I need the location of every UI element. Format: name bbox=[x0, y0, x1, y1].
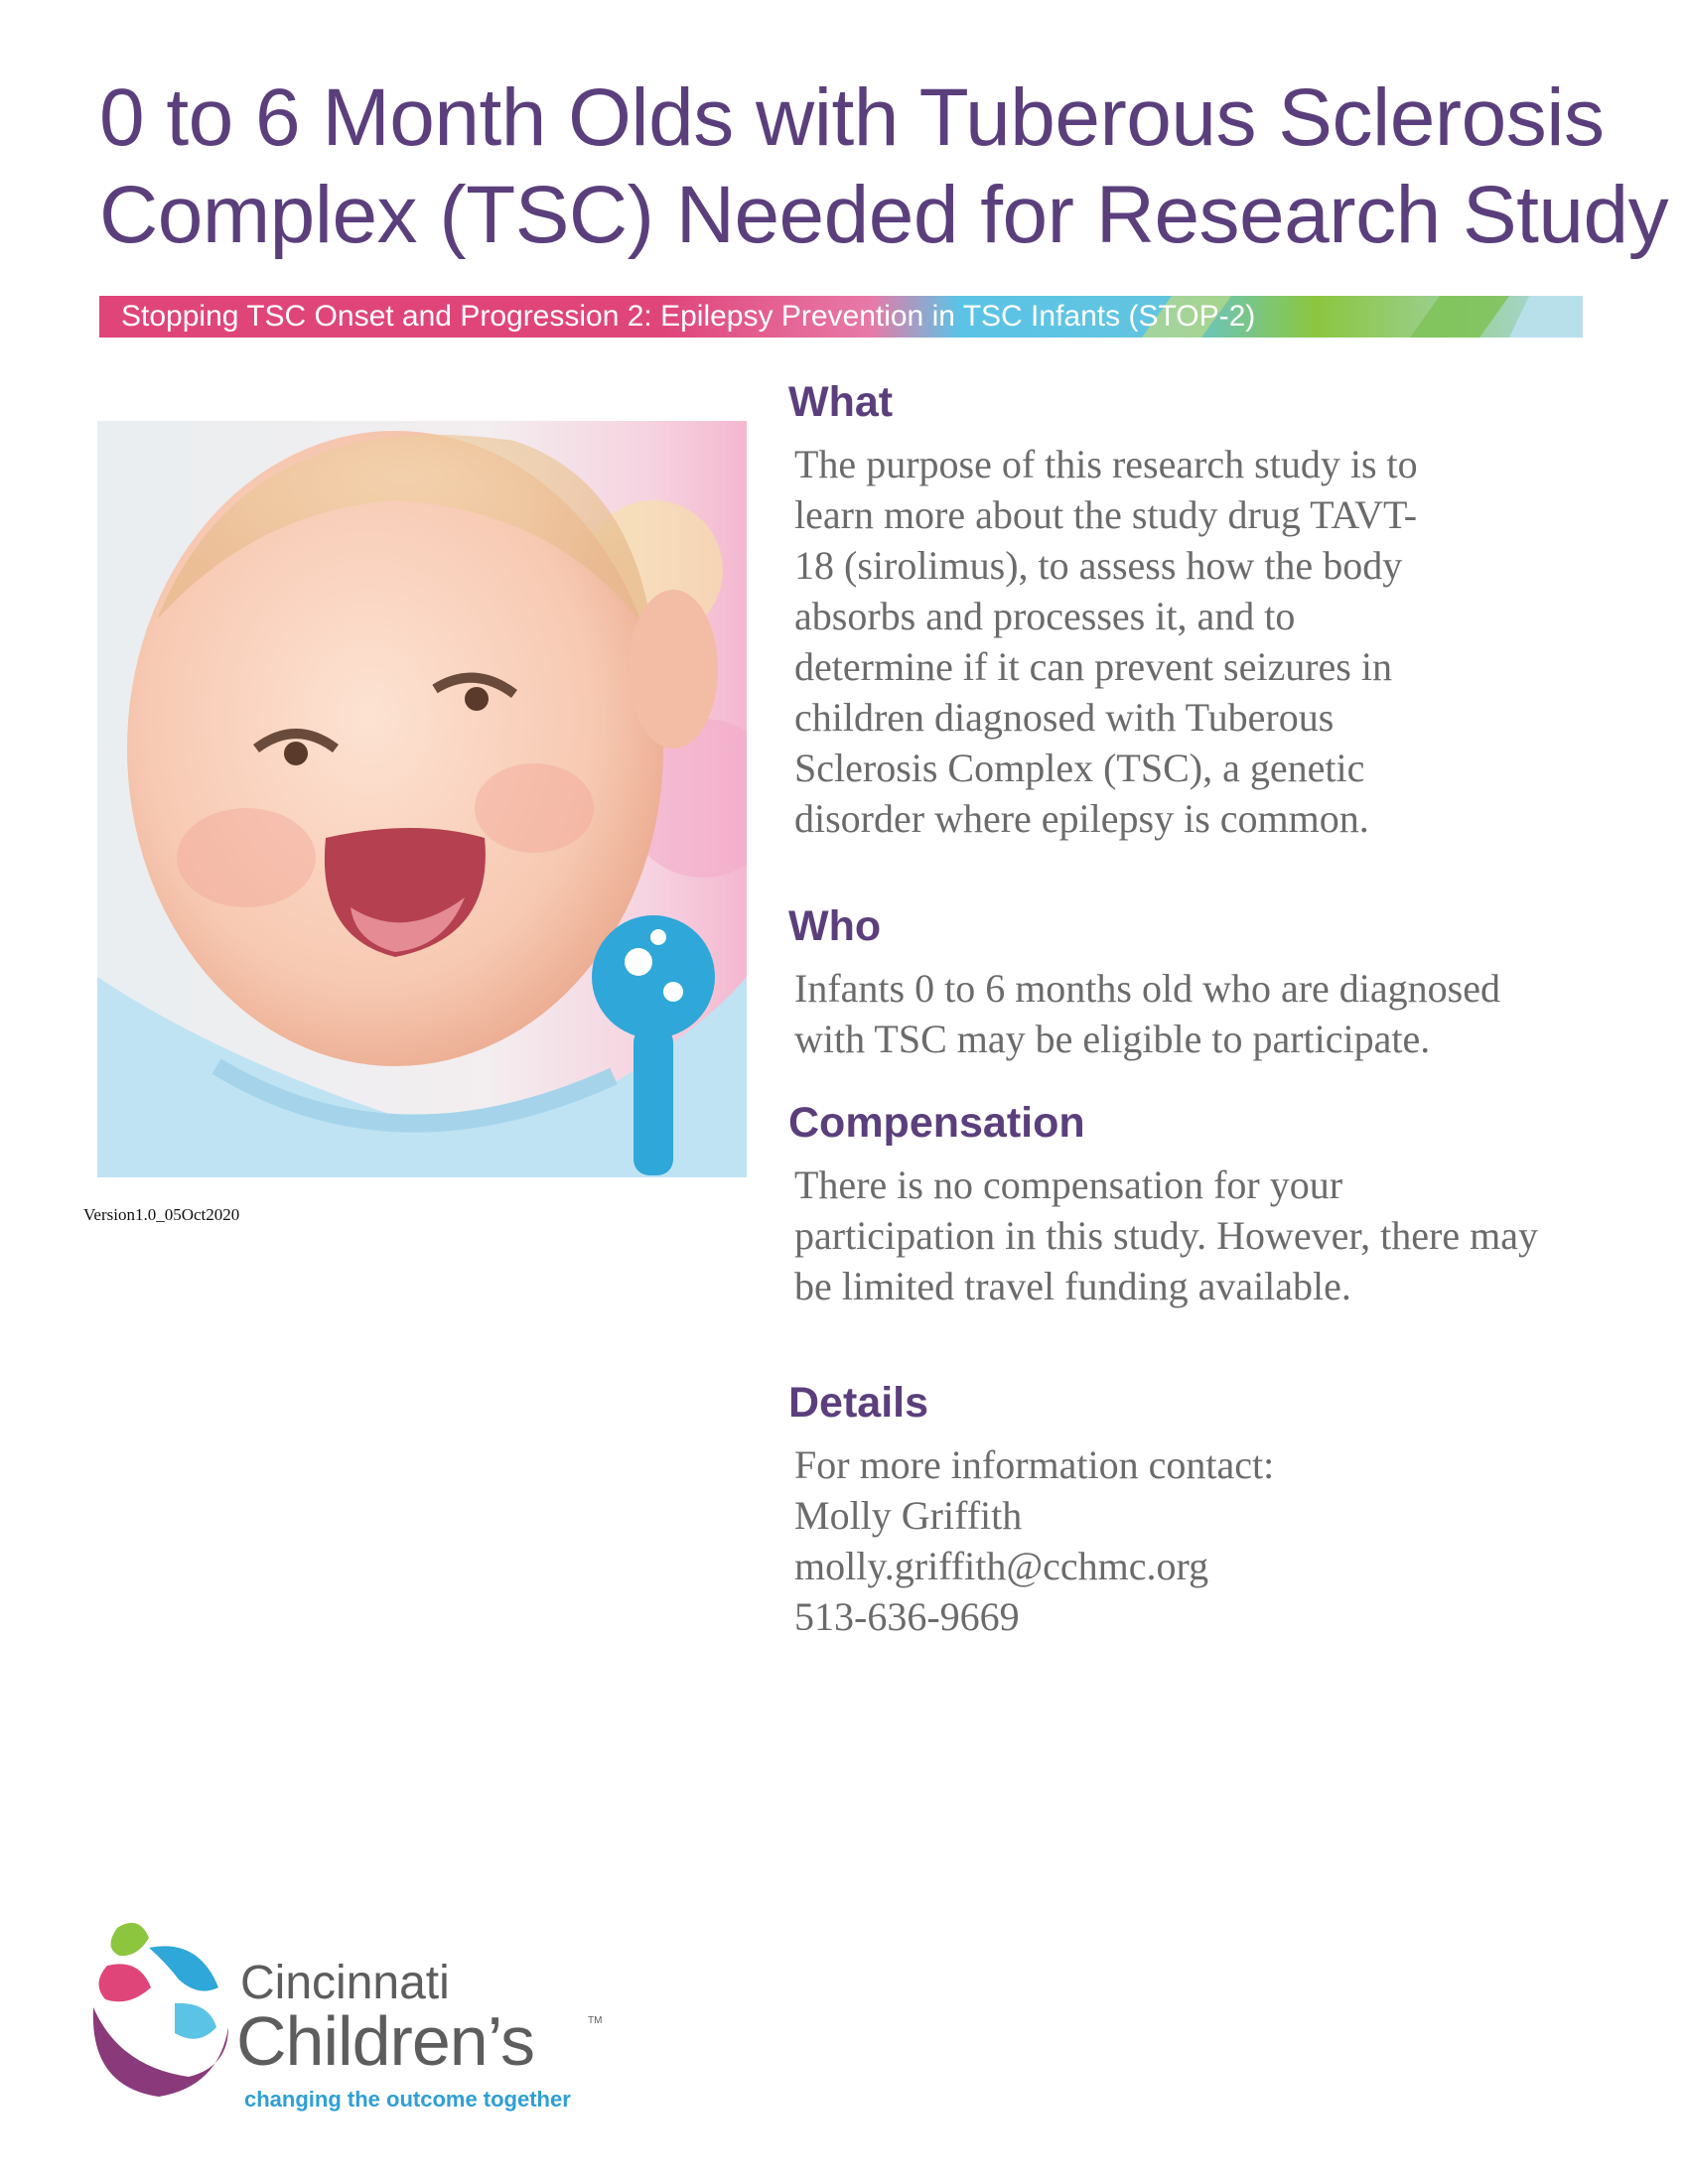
contact-intro: For more information contact: bbox=[794, 1442, 1275, 1487]
section-compensation bbox=[788, 1098, 1583, 1311]
section-what bbox=[788, 377, 1583, 844]
who-line: Infants 0 to 6 months old who are diagnosed bbox=[794, 966, 1500, 1011]
section-details bbox=[788, 1378, 1583, 1642]
title-line-1: 0 to 6 Month Olds with Tuberous Sclerosis bbox=[99, 72, 1605, 163]
compensation-line: There is no compensation for your bbox=[794, 1162, 1343, 1207]
who-body bbox=[788, 963, 1583, 1064]
compensation-line: be limited travel funding available. bbox=[794, 1264, 1351, 1308]
what-line: 18 (sirolimus), to assess how the body bbox=[794, 543, 1403, 588]
what-line: disorder where epilepsy is common. bbox=[794, 796, 1369, 841]
cincinnati-childrens-logo bbox=[79, 1918, 635, 2116]
what-line: absorbs and processes it, and to bbox=[794, 594, 1296, 638]
title-line-2: Complex (TSC) Needed for Research Study bbox=[99, 170, 1669, 260]
logo-trademark: TM bbox=[588, 2015, 603, 2026]
details-heading: Details bbox=[788, 1379, 929, 1427]
what-heading: What bbox=[788, 378, 894, 426]
who-heading: Who bbox=[788, 902, 882, 950]
contact-email[interactable]: molly.griffith@cchmc.org bbox=[794, 1544, 1209, 1588]
what-line: Sclerosis Complex (TSC), a genetic bbox=[794, 746, 1365, 790]
details-body bbox=[788, 1439, 1583, 1642]
section-who bbox=[788, 901, 1583, 1064]
contact-phone[interactable]: 513-636-9669 bbox=[794, 1594, 1020, 1639]
flyer-title bbox=[99, 69, 1669, 264]
study-banner bbox=[99, 296, 1583, 338]
what-line: determine if it can prevent seizures in bbox=[794, 644, 1392, 689]
contact-name: Molly Griffith bbox=[794, 1493, 1023, 1538]
logo-word-childrens: Children’s bbox=[236, 2002, 534, 2080]
smiling-baby-image bbox=[97, 421, 747, 1177]
who-line: with TSC may be eligible to participate. bbox=[794, 1017, 1431, 1061]
logo-mark-icon bbox=[79, 1918, 238, 2116]
compensation-body bbox=[788, 1160, 1583, 1311]
compensation-line: participation in this study. However, there may bbox=[794, 1213, 1538, 1258]
logo-word-cincinnati: Cincinnati bbox=[240, 1957, 450, 2009]
baby-photo bbox=[97, 421, 747, 1177]
what-line: learn more about the study drug TAVT- bbox=[794, 492, 1418, 537]
version-label: Version1.0_05Oct2020 bbox=[83, 1205, 240, 1224]
what-line: The purpose of this research study is to bbox=[794, 442, 1418, 486]
compensation-heading: Compensation bbox=[788, 1099, 1085, 1147]
banner-text: Stopping TSC Onset and Progression 2: Epilepsy Prevention in TSC Infants (STOP-2) bbox=[121, 300, 1256, 333]
what-line: children diagnosed with Tuberous bbox=[794, 695, 1335, 740]
what-body bbox=[788, 439, 1583, 844]
logo-tagline: changing the outcome together bbox=[244, 2087, 571, 2112]
